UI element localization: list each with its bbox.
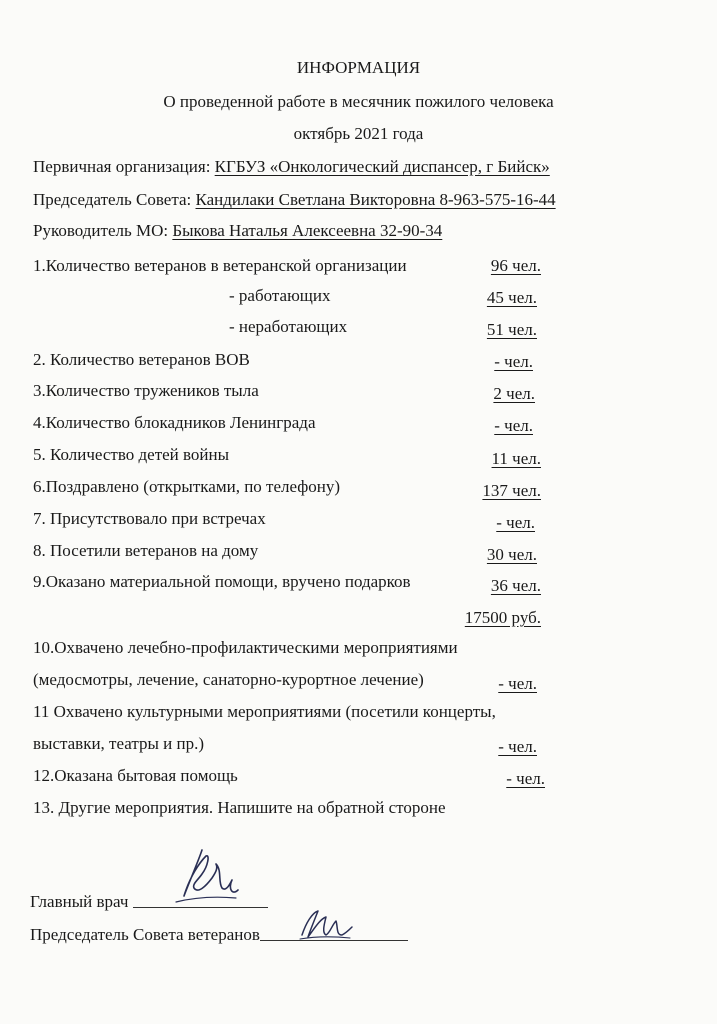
item-label: 10.Охвачено лечебно-профилактическими мероприятиями [33, 638, 458, 657]
item-value: 17500 руб. [464, 608, 541, 627]
item-label: 9.Оказано материальной помощи, вручено подарков [33, 572, 411, 591]
chair-line [33, 190, 556, 210]
head-value: Быкова Наталья Алексеевна 32-90-34 [172, 221, 443, 240]
item-label: 3.Количество тружеников тыла [33, 381, 259, 400]
org-line [33, 157, 550, 177]
item-label: 5. Количество детей войны [33, 445, 230, 464]
chair-value: Кандилаки Светлана Викторовна 8-963-575-16-44 [195, 190, 556, 209]
item-value: 137 чел. [482, 481, 541, 500]
item-value: 2 чел. [493, 384, 535, 403]
document-period: октябрь 2021 года [293, 124, 424, 143]
document-subtitle: О проведенной работе в месячник пожилого человека [163, 92, 554, 111]
item-label: 7. Присутствовало при встречах [33, 509, 266, 528]
council-chair-label: Председатель Совета ветеранов [30, 925, 260, 944]
item-label: 13. Другие мероприятия. Напишите на обратной стороне [33, 798, 446, 817]
item-value: 30 чел. [486, 545, 537, 564]
chair-label: Председатель Совета: [33, 190, 192, 209]
item-label: выставки, театры и пр.) [33, 734, 205, 753]
chief-doctor-signature [172, 846, 242, 908]
item-value: - чел. [498, 737, 537, 756]
item-value: - чел. [506, 769, 545, 788]
head-label: Руководитель МО: [33, 221, 169, 240]
head-line [33, 221, 442, 241]
item-value: - чел. [496, 513, 535, 532]
council-chair-signature [296, 905, 356, 943]
item-value: 11 чел. [491, 449, 541, 468]
item-value: - чел. [494, 416, 533, 435]
item-value: 36 чел. [490, 576, 541, 595]
item-label: 6.Поздравлено (открытками, по телефону) [33, 477, 341, 496]
item-label: 4.Количество блокадников Ленинграда [33, 413, 316, 432]
item-value: 45 чел. [486, 288, 537, 307]
item-value: 96 чел. [490, 256, 541, 275]
document-title: ИНФОРМАЦИЯ [296, 58, 421, 77]
item-label: (медосмотры, лечение, санаторно-курортное лечение) [33, 670, 424, 689]
item-label: - неработающих [229, 317, 348, 336]
item-label: 8. Посетили ветеранов на дому [33, 541, 259, 560]
item-label: 2. Количество ветеранов ВОВ [33, 350, 250, 369]
org-label: Первичная организация: [33, 157, 211, 176]
item-label: 1.Количество ветеранов в ветеранской организации [33, 256, 407, 275]
org-value: КГБУЗ «Онкологический диспансер, г Бийск» [214, 157, 550, 176]
item-label: 12.Оказана бытовая помощь [33, 766, 238, 785]
item-value: - чел. [498, 674, 537, 693]
item-value: 51 чел. [486, 320, 537, 339]
item-value: - чел. [494, 352, 533, 371]
chief-doctor-label: Главный врач [30, 892, 129, 911]
item-label: 11 Охвачено культурными мероприятиями (посетили концерты, [33, 702, 496, 721]
item-label: - работающих [229, 286, 331, 305]
